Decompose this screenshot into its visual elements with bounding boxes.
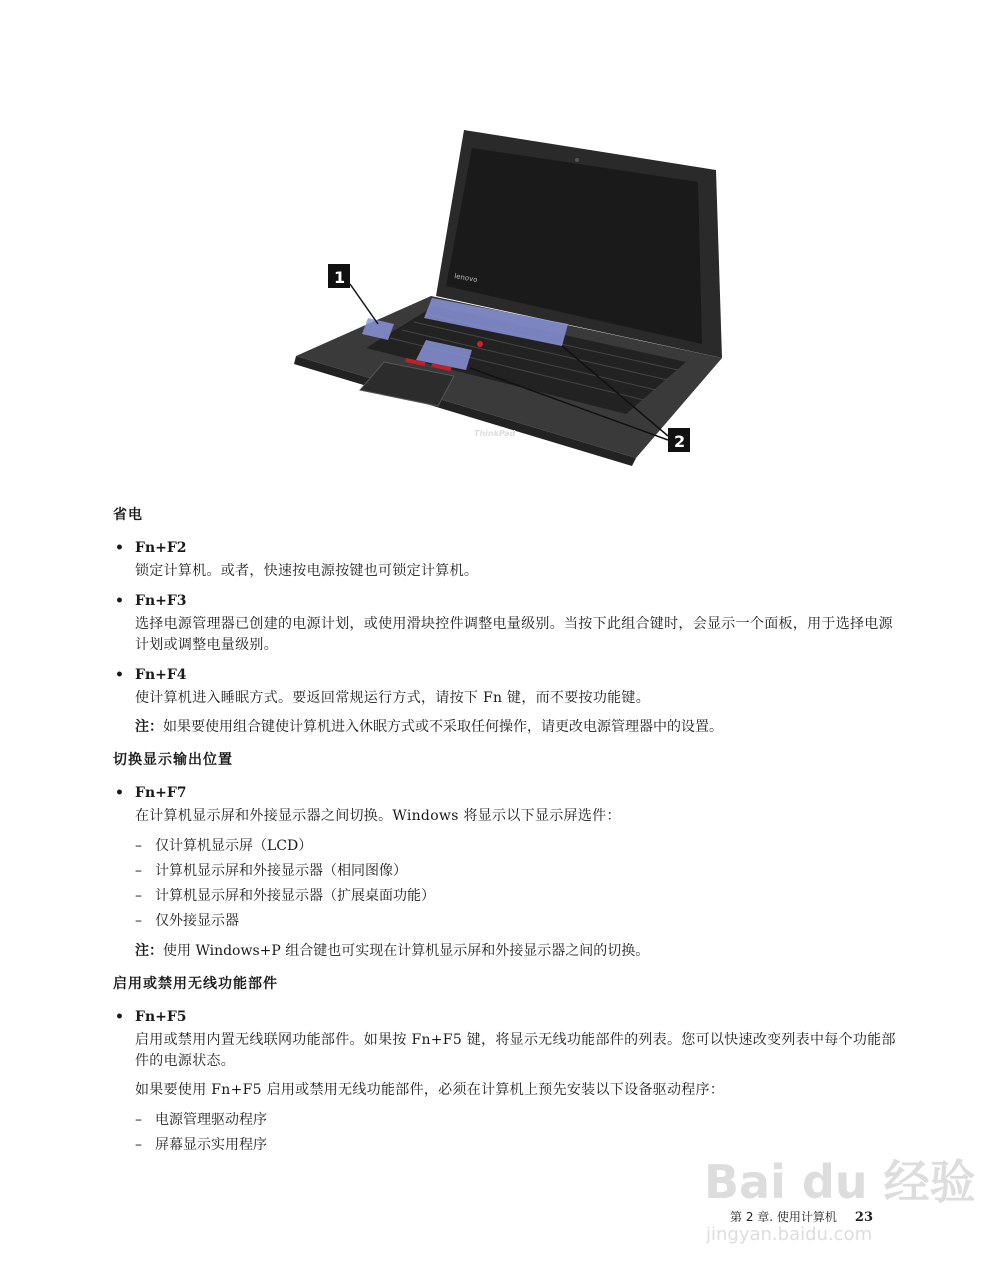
- key-item-fn-f5: [113, 1006, 903, 1028]
- note-power: [135, 717, 903, 738]
- dash-icon: –: [135, 838, 142, 854]
- page-number: 23: [854, 1210, 873, 1225]
- key-item-fn-f4: [113, 664, 903, 686]
- note-label: 注：: [135, 719, 163, 735]
- driver-power-management: 电源管理驱动程序: [155, 1112, 267, 1128]
- brand-logo: ThinkPad: [474, 429, 516, 438]
- laptop-illustration: [286, 118, 726, 478]
- laptop-figure: [286, 118, 726, 478]
- dash-icon: –: [135, 1137, 142, 1153]
- key-label: Fn+F4: [135, 667, 187, 683]
- key-desc-fn-f5: 启用或禁用内置无线联网功能部件。如果按 Fn+F5 键，将显示无线功能部件的列表。您可以快速改变列表中每个功能部件的电源状态。: [135, 1032, 896, 1069]
- key-label: Fn+F2: [135, 540, 187, 556]
- bullet-icon: •: [115, 785, 124, 801]
- main-content: [113, 505, 903, 1159]
- display-option-clone: 计算机显示屏和外接显示器（相同图像）: [155, 863, 407, 879]
- dash-icon: –: [135, 888, 142, 904]
- key-desc-fn-f2: 锁定计算机。或者，快速按电源按键也可锁定计算机。: [135, 563, 479, 579]
- bullet-icon: •: [115, 540, 124, 556]
- dash-icon: –: [135, 863, 142, 879]
- footer-chapter: 第 2 章. 使用计算机: [730, 1210, 837, 1224]
- bullet-icon: •: [115, 593, 124, 609]
- key-item-fn-f7: [113, 782, 903, 804]
- screen-logo: lenovo: [453, 272, 479, 285]
- note-display: [135, 941, 903, 962]
- list-item: [135, 910, 903, 935]
- section-title-wireless: 启用或禁用无线功能部件: [113, 976, 278, 992]
- page-footer: [730, 1208, 873, 1225]
- bullet-icon: •: [115, 667, 124, 683]
- key-label: Fn+F3: [135, 593, 187, 609]
- trackpoint: [477, 341, 483, 347]
- dash-icon: –: [135, 1112, 142, 1128]
- callout-1-label: 1: [334, 268, 346, 287]
- key-item-fn-f3: [113, 590, 903, 612]
- watermark-text: Bai du 经验: [704, 1155, 976, 1209]
- note-text: 使用 Windows+P 组合键也可实现在计算机显示屏和外接显示器之间的切换。: [163, 943, 650, 959]
- list-item: [135, 1109, 903, 1134]
- dash-icon: –: [135, 913, 142, 929]
- driver-osd-utility: 屏幕显示实用程序: [155, 1137, 267, 1153]
- list-item: [135, 885, 903, 910]
- bullet-icon: •: [115, 1009, 124, 1025]
- section-title-power: 省电: [113, 507, 143, 523]
- note-label: 注：: [135, 943, 163, 959]
- display-option-external: 仅外接显示器: [155, 913, 239, 929]
- key-desc-fn-f3: 选择电源管理器已创建的电源计划，或使用滑块控件调整电量级别。当按下此组合键时，会显示一个面板，用于选择电源计划或调整电量级别。: [135, 616, 893, 653]
- display-option-lcd: 仅计算机显示屏（LCD）: [155, 838, 313, 854]
- key-label: Fn+F7: [135, 785, 187, 801]
- note-text: 如果要使用组合键使计算机进入休眠方式或不采取任何操作，请更改电源管理器中的设置。: [163, 719, 723, 735]
- watermark-logo: [700, 1140, 976, 1250]
- list-item: [135, 860, 903, 885]
- list-item: [135, 835, 903, 860]
- watermark-url: jingyan.baidu.com: [706, 1224, 873, 1245]
- section-title-display: 切换显示输出位置: [113, 752, 233, 768]
- key-item-fn-f2: [113, 537, 903, 559]
- key-label: Fn+F5: [135, 1009, 187, 1025]
- key-desc-fn-f4: 使计算机进入睡眠方式。要返回常规运行方式，请按下 Fn 键，而不要按功能键。: [135, 690, 651, 706]
- callout-2-label: 2: [674, 432, 686, 451]
- display-option-extend: 计算机显示屏和外接显示器（扩展桌面功能）: [155, 888, 435, 904]
- wireless-driver-intro: 如果要使用 Fn+F5 启用或禁用无线功能部件，必须在计算机上预先安装以下设备驱动程序：: [135, 1082, 725, 1098]
- key-desc-fn-f7: 在计算机显示屏和外接显示器之间切换。Windows 将显示以下显示屏选件：: [135, 808, 621, 824]
